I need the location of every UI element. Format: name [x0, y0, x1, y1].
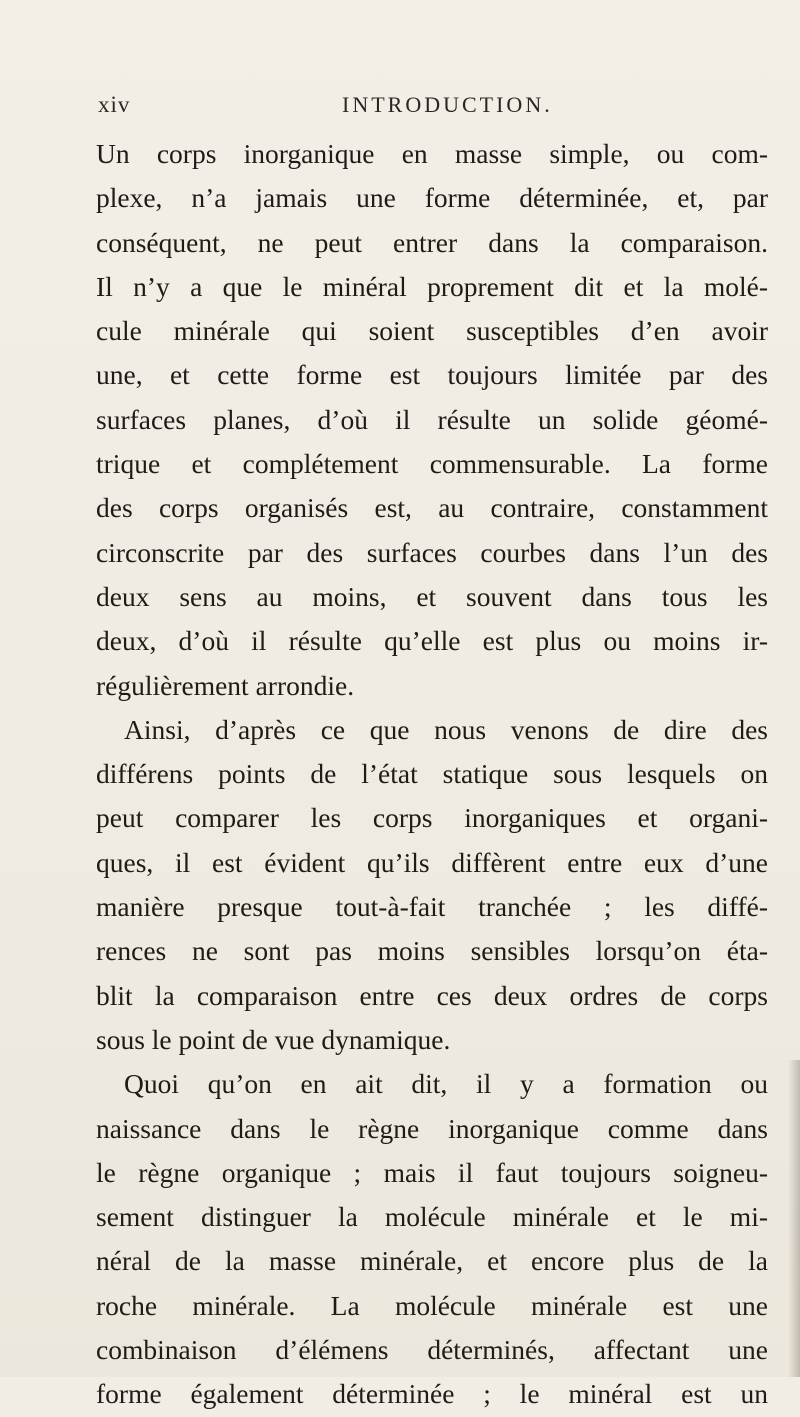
- text-line: circonscrite par des surfaces courbes dans l’un des: [96, 536, 768, 568]
- text-line: trique et complétement commensurable. La forme: [96, 448, 768, 480]
- text-line: conséquent, ne peut entrer dans la comparaison.: [96, 226, 768, 258]
- text-line: Ainsi, d’après ce que nous venons de dire des: [124, 713, 768, 745]
- text-line: deux sens au moins, et souvent dans tous les: [96, 580, 768, 612]
- text-line: une, et cette forme est toujours limitée par des: [96, 359, 768, 391]
- text-line: naissance dans le règne inorganique comme dans: [96, 1112, 768, 1144]
- text-line: peut comparer les corps inorganiques et organi-: [96, 802, 768, 834]
- text-line: sous le point de vue dynamique.: [96, 1023, 451, 1055]
- text-line: manière presque tout-à-fait tranchée ; les diffé-: [96, 891, 768, 923]
- text-line: différens points de l’état statique sous lesquels on: [96, 758, 768, 790]
- page-edge-shadow: [788, 1060, 800, 1377]
- running-title: INTRODUCTION.: [342, 92, 553, 117]
- text-line: blit la comparaison entre ces deux ordres de corps: [96, 979, 768, 1011]
- text-line: cule minérale qui soient susceptibles d’en avoir: [96, 315, 768, 347]
- text-line: sement distinguer la molécule minérale et le mi-: [96, 1201, 768, 1233]
- text-line: Il n’y a que le minéral proprement dit et la molé-: [96, 270, 768, 302]
- body-text: [96, 132, 768, 1417]
- text-line: des corps organisés est, au contraire, constamment: [96, 492, 768, 524]
- text-line: deux, d’où il résulte qu’elle est plus ou moins ir-: [96, 625, 768, 657]
- text-line: surfaces planes, d’où il résulte un solide géomé-: [96, 403, 768, 435]
- text-line: rences ne sont pas moins sensibles lorsqu’on éta-: [96, 935, 768, 967]
- text-line: roche minérale. La molécule minérale est une: [96, 1289, 768, 1321]
- text-line: combinaison d’élémens déterminés, affectant une: [96, 1334, 768, 1366]
- text-line: Quoi qu’on en ait dit, il y a formation ou: [124, 1068, 768, 1100]
- page-header: [98, 92, 778, 122]
- text-line: plexe, n’a jamais une forme déterminée, et, par: [96, 182, 768, 214]
- text-line: forme également déterminée ; le minéral est un: [96, 1378, 768, 1410]
- text-line: ques, il est évident qu’ils diffèrent entre eux d’une: [96, 846, 768, 878]
- page-number: xiv: [98, 92, 131, 117]
- text-line: néral de la masse minérale, et encore plus de la: [96, 1245, 768, 1277]
- text-line: le règne organique ; mais il faut toujours soigneu-: [96, 1156, 768, 1188]
- text-line: Un corps inorganique en masse simple, ou com-: [96, 138, 768, 169]
- text-line: régulièrement arrondie.: [96, 669, 355, 701]
